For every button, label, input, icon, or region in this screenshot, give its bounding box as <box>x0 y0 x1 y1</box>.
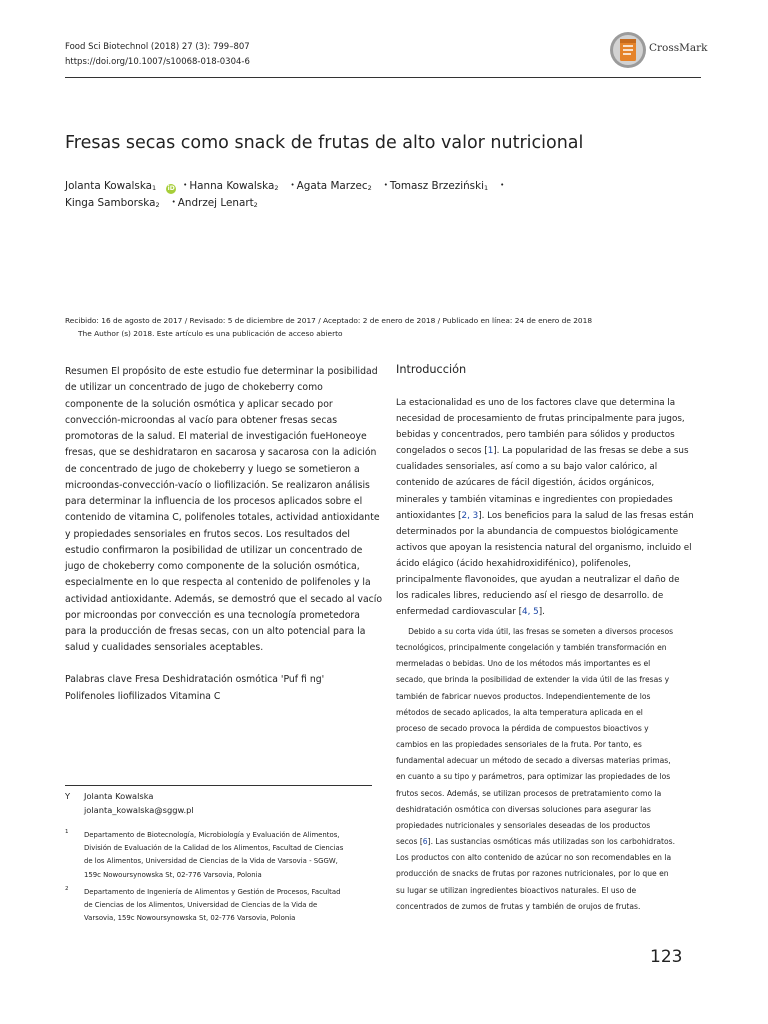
paragraph-line <box>396 899 702 915</box>
paragraph-line <box>396 721 702 737</box>
affiliation-line: División de Evaluación de la Calidad de los Alimentos, Facultad de Ciencias <box>84 844 344 853</box>
crossmark-icon <box>609 31 647 69</box>
line-text: en cuanto a su tipo y parámetros, para optimizar las propiedades de los <box>396 772 671 782</box>
line-text: contenido de azúcares de fácil digestión, ácidos orgánicos, <box>396 478 655 489</box>
affiliation-line: de los Alimentos, Universidad de Ciencias de la Vida de Varsovia - SGGW, <box>84 857 338 866</box>
correspondence-symbol: Y <box>65 791 71 801</box>
author-separator: • <box>183 181 188 189</box>
introduction-paragraph-1 <box>396 395 702 620</box>
abstract-line: actividad antioxidante. Además, se demostró que el secado al vacío <box>65 593 383 605</box>
paragraph-line <box>396 802 702 818</box>
abstract-line: para la producción de fresas secas, con un alto potencial para la <box>65 626 366 637</box>
affiliation-line: Departamento de Ingeniería de Alimentos y Gestión de Procesos, Facultad <box>84 888 341 896</box>
abstract-line: de utilizar un concentrado de jugo de chokeberry como <box>65 382 323 394</box>
author-affiliation-ref: 2 <box>274 184 279 192</box>
line-text: métodos de secado aplicados, la alta temperatura aplicada en el <box>396 707 643 717</box>
citation-link[interactable]: 1 <box>487 446 494 457</box>
abstract-line: promotoras de la salud. El material de investigación fueHoneoye <box>65 431 367 442</box>
affiliation-text <box>84 886 369 926</box>
line-text: fundamental adecuar un método de secado a diversas materias primas, <box>396 756 671 766</box>
line-text: mermeladas o bebidas. Uno de los métodos más importantes es el <box>396 659 651 669</box>
affiliation-number: 2 <box>65 886 69 892</box>
affiliation-line: Departamento de Biotecnología, Microbiología y Evaluación de Alimentos, <box>84 831 340 839</box>
line-text: principalmente flavonoides, que ayudan a neutralizar el daño de <box>396 575 680 586</box>
paragraph-line <box>396 818 702 834</box>
correspondence-email[interactable]: jolanta_kowalska@sggw.pl <box>84 804 194 815</box>
author-affiliation-ref: 2 <box>367 184 372 192</box>
received-dates: Recibido: 16 de agosto de 2017 / Revisado: 5 de diciembre de 2017 / Aceptado: 2 de enero de 2018 / Publicado en línea: 24 de enero de 2018 <box>65 316 593 325</box>
author-name: Kinga Samborska <box>65 197 156 209</box>
paragraph-line <box>396 395 702 411</box>
line-text: deshidratación osmótica con diversas soluciones para asegurar las <box>396 804 651 814</box>
abstract-line: convección-microondas al vacío para obtener fresas secas <box>65 414 338 426</box>
abstract-line: contenido de vitamina C, polifenoles totales, actividad antioxidante <box>65 512 380 524</box>
affiliation-text <box>84 829 369 882</box>
abstract-line: jugo de chokeberry como componente de la solución osmótica, <box>65 561 360 572</box>
doi-link[interactable]: https://doi.org/10.1007/s10068-018-0304-6 <box>65 57 250 67</box>
paragraph-line <box>396 475 702 491</box>
line-text: ácido elágico (ácido hexahidroxidifénico), polifenoles, <box>396 558 631 569</box>
citation-link[interactable]: 4, 5 <box>522 607 539 618</box>
open-access-note: The Author (s) 2018. Este artículo es una publicación de acceso abierto <box>78 329 343 338</box>
line-text: congelados o secos [ <box>396 446 488 457</box>
affiliation-line: de Ciencias de los Alimentos, Universidad de Ciencias de la Vida de <box>84 901 318 910</box>
abstract-line: microondas-convección-vacío o liofilización. Se realizaron análisis <box>65 479 370 491</box>
author-name: Agata Marzec <box>296 180 368 192</box>
footnote-rule <box>65 785 372 786</box>
paragraph-line <box>396 427 702 443</box>
crossmark-label: CrossMark <box>649 42 708 54</box>
line-text: secado, que brinda la posibilidad de extender la vida útil de las fresas y <box>396 675 670 685</box>
authors-line-2 <box>65 197 258 209</box>
abstract-line: y propiedades sensoriales en frutos secos. Los resultados del <box>65 528 350 540</box>
section-heading-introduction: Introducción <box>396 363 467 376</box>
author-separator: • <box>500 181 505 189</box>
line-text: los radicales libres, reduciendo así el riesgo de desarrollo. de <box>396 591 664 602</box>
paragraph-line <box>396 572 702 588</box>
abstract-line: estudio confirmaron la posibilidad de utilizar un concentrado de <box>65 544 363 556</box>
introduction-paragraph-2 <box>396 624 702 915</box>
keywords-line: Palabras clave Fresa Deshidratación osmótica 'Puf fi ng' <box>65 674 325 685</box>
paragraph-line <box>396 556 702 572</box>
line-text: ]. Los beneficios para la salud de las fresas están <box>478 510 694 521</box>
author-separator: • <box>171 198 176 206</box>
line-text: secos [ <box>396 837 423 847</box>
line-text: tecnológicos, principalmente congelación y también transformación en <box>396 643 667 653</box>
abstract-line: por microondas por convección es una tecnología prometedora <box>65 609 360 621</box>
line-text: antioxidantes [ <box>396 510 462 521</box>
paragraph-line <box>396 540 702 556</box>
paragraph-line <box>396 508 702 524</box>
line-text: ]. La popularidad de las fresas se debe a sus <box>493 446 689 457</box>
author-affiliation-ref: 2 <box>155 201 160 209</box>
paragraph-line <box>396 753 702 769</box>
author-name: Hanna Kowalska <box>189 180 275 192</box>
line-text: frutos secos. Además, se utilizan procesos de pretratamiento como la <box>396 788 662 798</box>
line-text: ]. Las sustancias osmóticas más utilizadas son los carbohidratos. <box>427 837 676 847</box>
paragraph-line <box>396 624 702 640</box>
line-text: su lugar se utilizan ingredientes bioactivos naturales. El uso de <box>396 885 637 895</box>
paragraph-line <box>396 786 702 802</box>
author-name: Jolanta Kowalska <box>65 180 153 192</box>
line-text: concentrados de zumos de frutas y también de orujos de frutas. <box>396 901 641 911</box>
line-text: proceso de secado provoca la pérdida de compuestos bioactivos y <box>396 723 649 733</box>
abstract-line: fresas, que se deshidrataron en sacarosa y sacarosa con la adición <box>65 447 377 459</box>
line-text: cualidades sensoriales, así como a su bajo valor calórico, al <box>396 462 658 473</box>
line-text: cambios en las propiedades sensoriales de la fruta. Por tanto, es <box>396 740 642 750</box>
paragraph-line <box>396 492 702 508</box>
author-separator: • <box>290 181 295 189</box>
line-text: activos que apoyan la resistencia natural del organismo, incluido el <box>396 542 692 553</box>
line-text: minerales y también vitaminas e ingredientes con propiedades <box>396 494 673 505</box>
line-text: La estacionalidad es uno de los factores clave que determina la <box>396 398 676 408</box>
line-text: ]. <box>538 607 545 618</box>
line-text: bebidas y concentrados, pero también para sólidos y productos <box>396 430 675 441</box>
keywords-line: Polifenoles liofilizados Vitamina C <box>65 691 221 702</box>
header-rule <box>65 77 701 78</box>
paragraph-line <box>396 883 702 899</box>
paragraph-line <box>396 656 702 672</box>
citation-link[interactable]: 6 <box>422 837 428 847</box>
author-separator: • <box>383 181 388 189</box>
paragraph-line <box>396 672 702 688</box>
line-text: necesidad de procesamiento de frutas principalmente para jugos, <box>396 414 685 425</box>
article-title: Fresas secas como snack de frutas de alto valor nutricional <box>65 133 584 153</box>
paragraph-line <box>396 737 702 753</box>
keywords <box>65 671 370 705</box>
journal-citation: Food Sci Biotechnol (2018) 27 (3): 799–807 <box>65 42 250 52</box>
paragraph-line <box>396 834 702 850</box>
author-name: Tomasz Brzeziński <box>389 180 484 192</box>
authors-line-1 <box>65 180 506 194</box>
abstract-line: componente de la solución osmótica y aplicar secado por <box>65 398 333 410</box>
paragraph-line <box>396 411 702 427</box>
author-affiliation-ref: 1 <box>152 184 157 192</box>
paragraph-line <box>396 769 702 785</box>
line-text: Los productos con alto contenido de azúcar no son recomendables en la <box>396 853 672 863</box>
affiliation-line: 159c Nowoursynowska St, 02-776 Varsovia, Polonia <box>84 870 262 879</box>
paragraph-line <box>396 850 702 866</box>
author-affiliation-ref: 2 <box>253 201 258 209</box>
abstract <box>65 364 383 657</box>
line-text: producción de snacks de frutas por razones nutricionales, por lo que en <box>396 869 669 879</box>
citation-link[interactable]: 2, 3 <box>461 510 479 521</box>
paragraph-line <box>396 866 702 882</box>
affiliation-number: 1 <box>65 829 69 835</box>
paragraph-line <box>396 588 702 604</box>
abstract-line: salud y cualidades sensoriales aceptables. <box>65 642 264 654</box>
author-affiliation-ref: 1 <box>484 184 489 192</box>
line-text: propiedades nutricionales y sensoriales deseadas de los productos <box>396 820 651 830</box>
correspondence-name: Jolanta Kowalska <box>84 791 154 801</box>
line-text: enfermedad cardiovascular [ <box>396 607 522 618</box>
abstract-line: de concentrado de jugo de chokeberry y luego se sometieron a <box>65 463 360 475</box>
abstract-line: Resumen El propósito de este estudio fue determinar la posibilidad <box>65 366 378 377</box>
paragraph-line <box>396 524 702 540</box>
abstract-line: especialmente en lo que respecta al contenido de polifenoles y la <box>65 577 371 589</box>
paragraph-line <box>396 689 702 705</box>
line-text: también de fabricar nuevos productos. Independientemente de los <box>396 691 651 701</box>
author-name: Andrzej Lenart <box>177 197 254 209</box>
paragraph-line <box>396 459 702 475</box>
paragraph-line <box>396 443 702 459</box>
crossmark-badge[interactable] <box>609 31 709 69</box>
paragraph-line <box>396 705 702 721</box>
abstract-line: para determinar la influencia de los procesos aplicados sobre el <box>65 496 363 507</box>
affiliation-line: Varsovia, 159c Nowoursynowska St, 02-776 Varsovia, Polonia <box>84 914 296 923</box>
line-text: determinados por la abundancia de compuestos biológicamente <box>396 526 679 537</box>
paragraph-line <box>396 640 702 656</box>
line-text: Debido a su corta vida útil, las fresas se someten a diversos procesos <box>396 627 674 636</box>
page-number: 123 <box>650 947 683 967</box>
orcid-icon[interactable]: iD <box>167 185 175 192</box>
paragraph-line <box>396 604 702 620</box>
